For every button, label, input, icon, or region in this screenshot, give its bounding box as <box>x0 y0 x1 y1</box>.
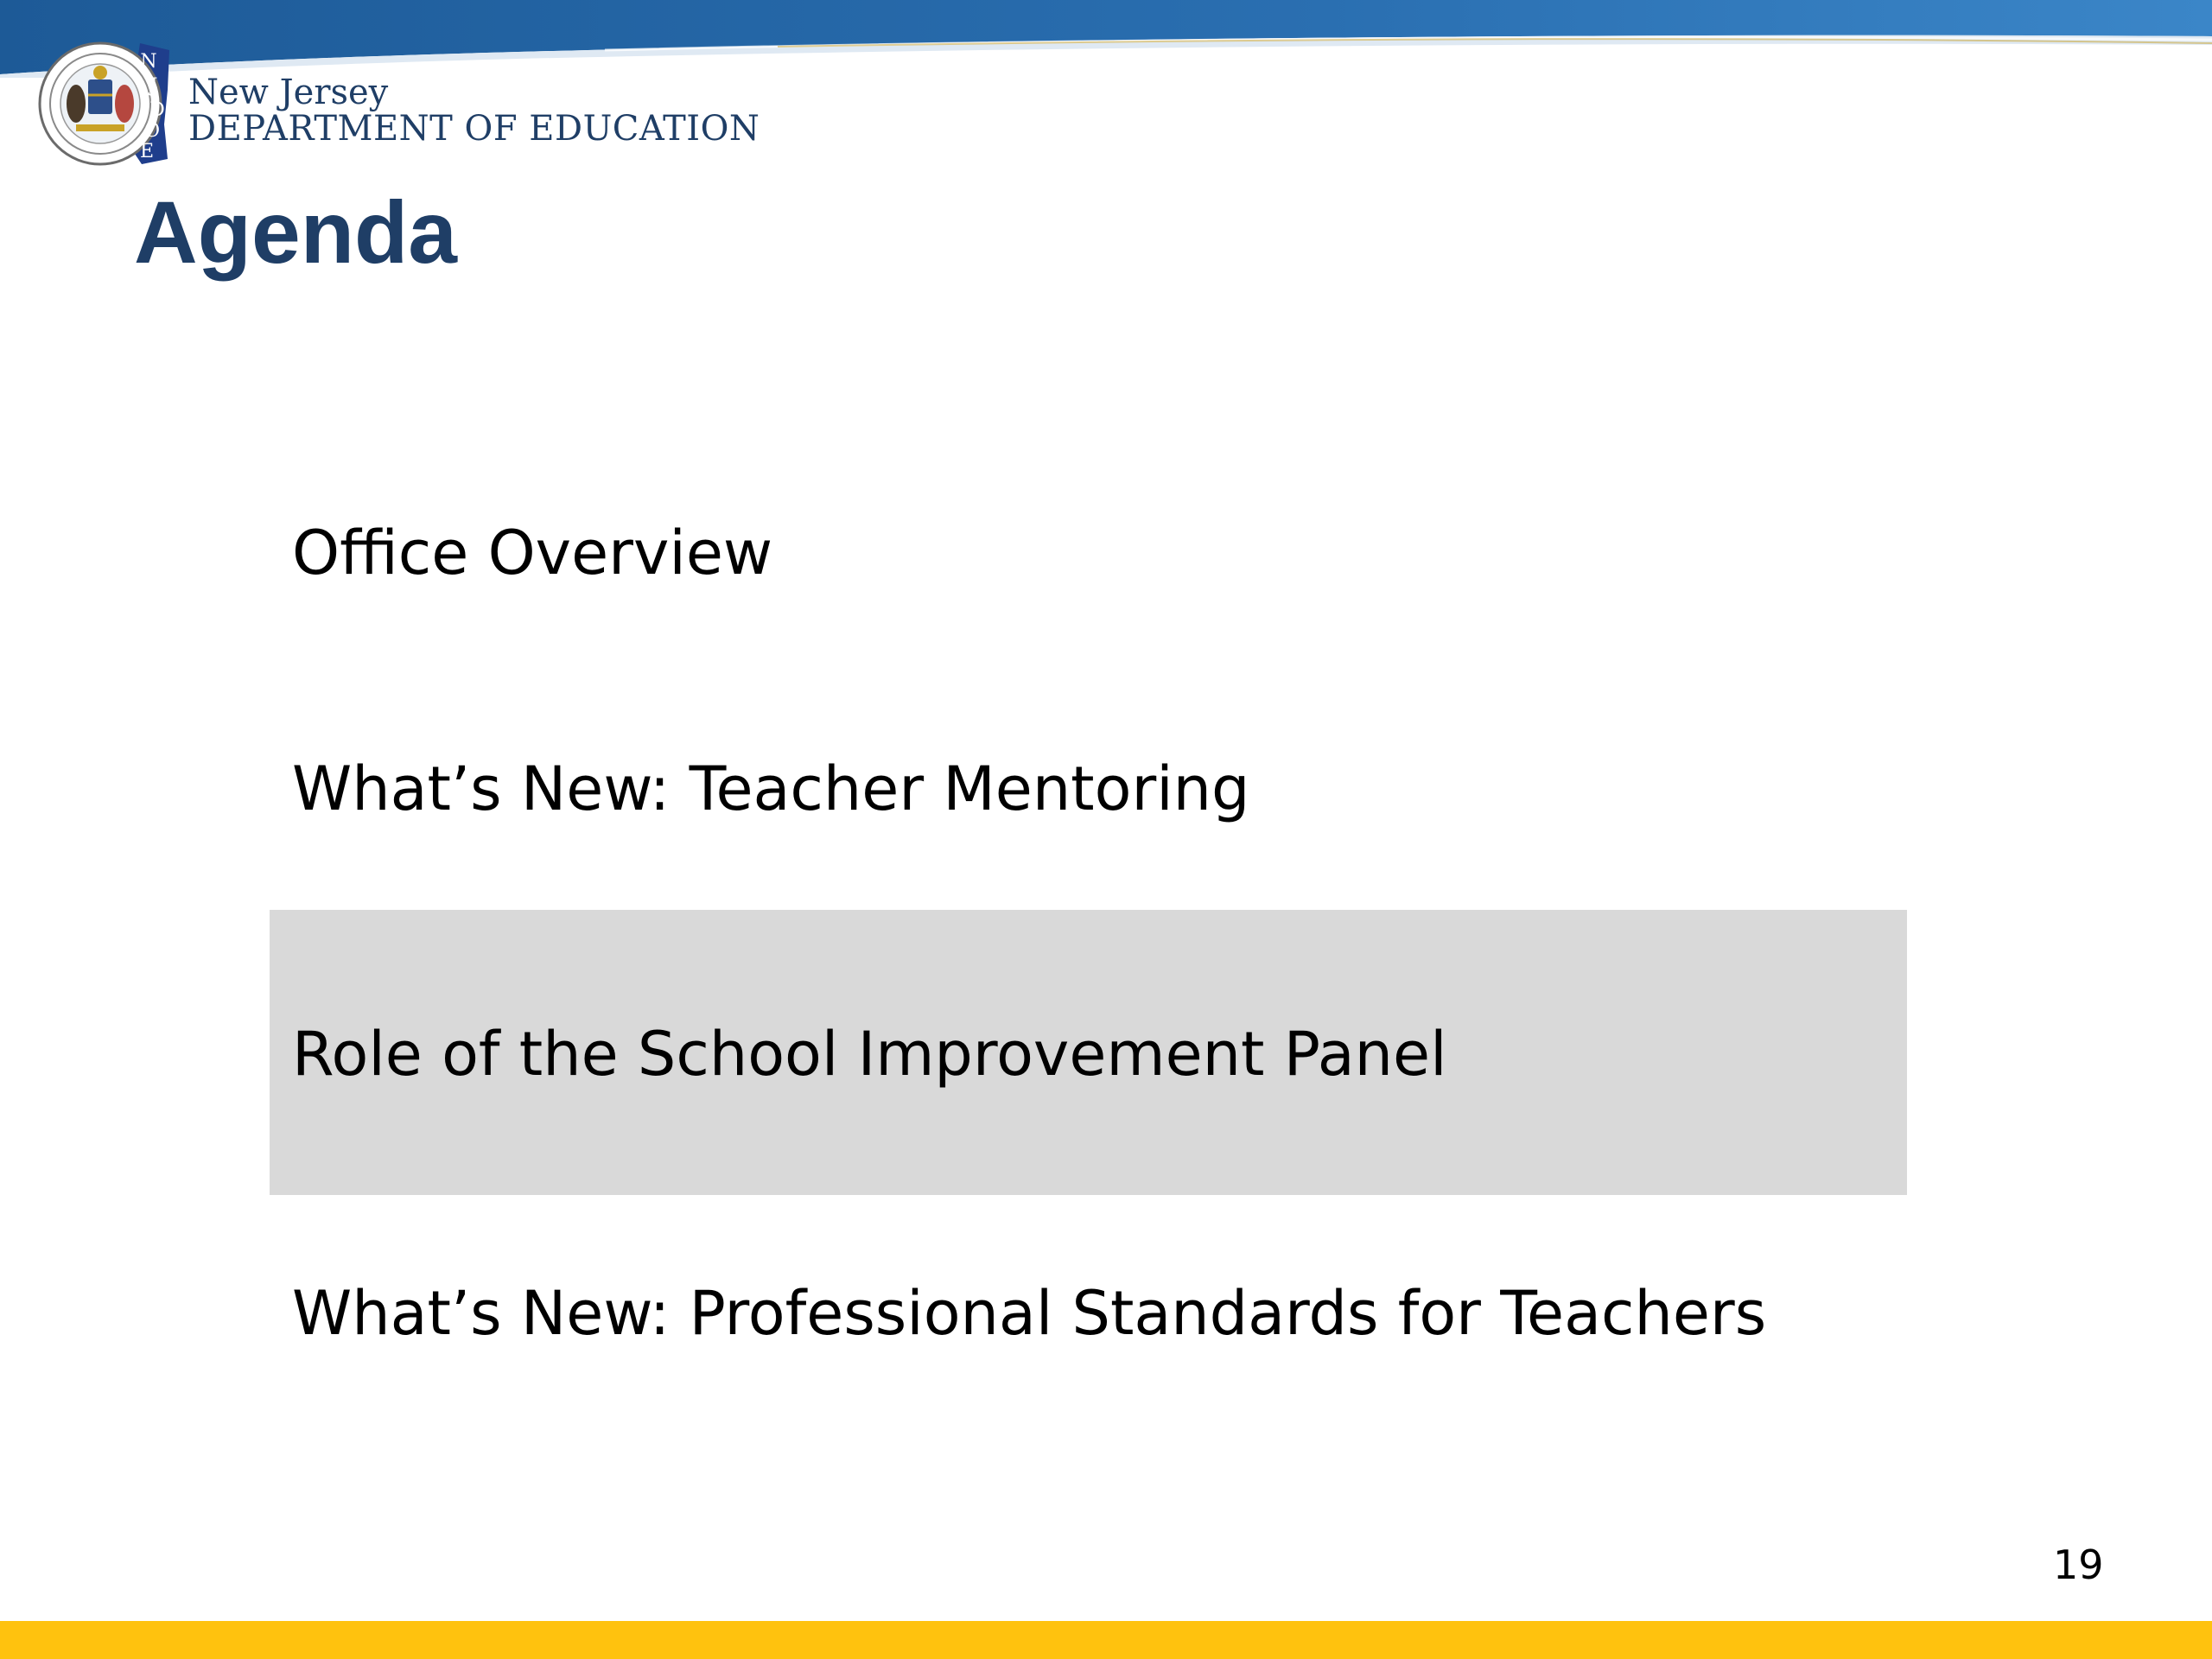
state-seal-icon <box>38 38 172 168</box>
njdoe-logo <box>38 38 760 168</box>
agenda-item-professional-standards: What’s New: Professional Standards for Teachers <box>292 1278 1767 1349</box>
svg-text:D: D <box>149 99 165 121</box>
svg-text:J: J <box>149 75 158 97</box>
org-name-line2: DEPARTMENT OF EDUCATION <box>188 109 760 149</box>
bottom-bar <box>0 1621 2212 1659</box>
agenda-item-teacher-mentoring: What’s New: Teacher Mentoring <box>292 753 1250 824</box>
page-number: 19 <box>2053 1541 2104 1588</box>
agenda-item-office-overview: Office Overview <box>292 518 773 588</box>
agenda-item-school-improvement-panel: Role of the School Improvement Panel <box>292 1019 1447 1090</box>
svg-text:N: N <box>140 51 157 73</box>
slide-title: Agenda <box>134 183 458 282</box>
organization-name <box>188 74 760 147</box>
svg-text:O: O <box>143 120 161 142</box>
org-name-line1: New Jersey <box>188 73 389 112</box>
svg-text:E: E <box>139 141 155 162</box>
